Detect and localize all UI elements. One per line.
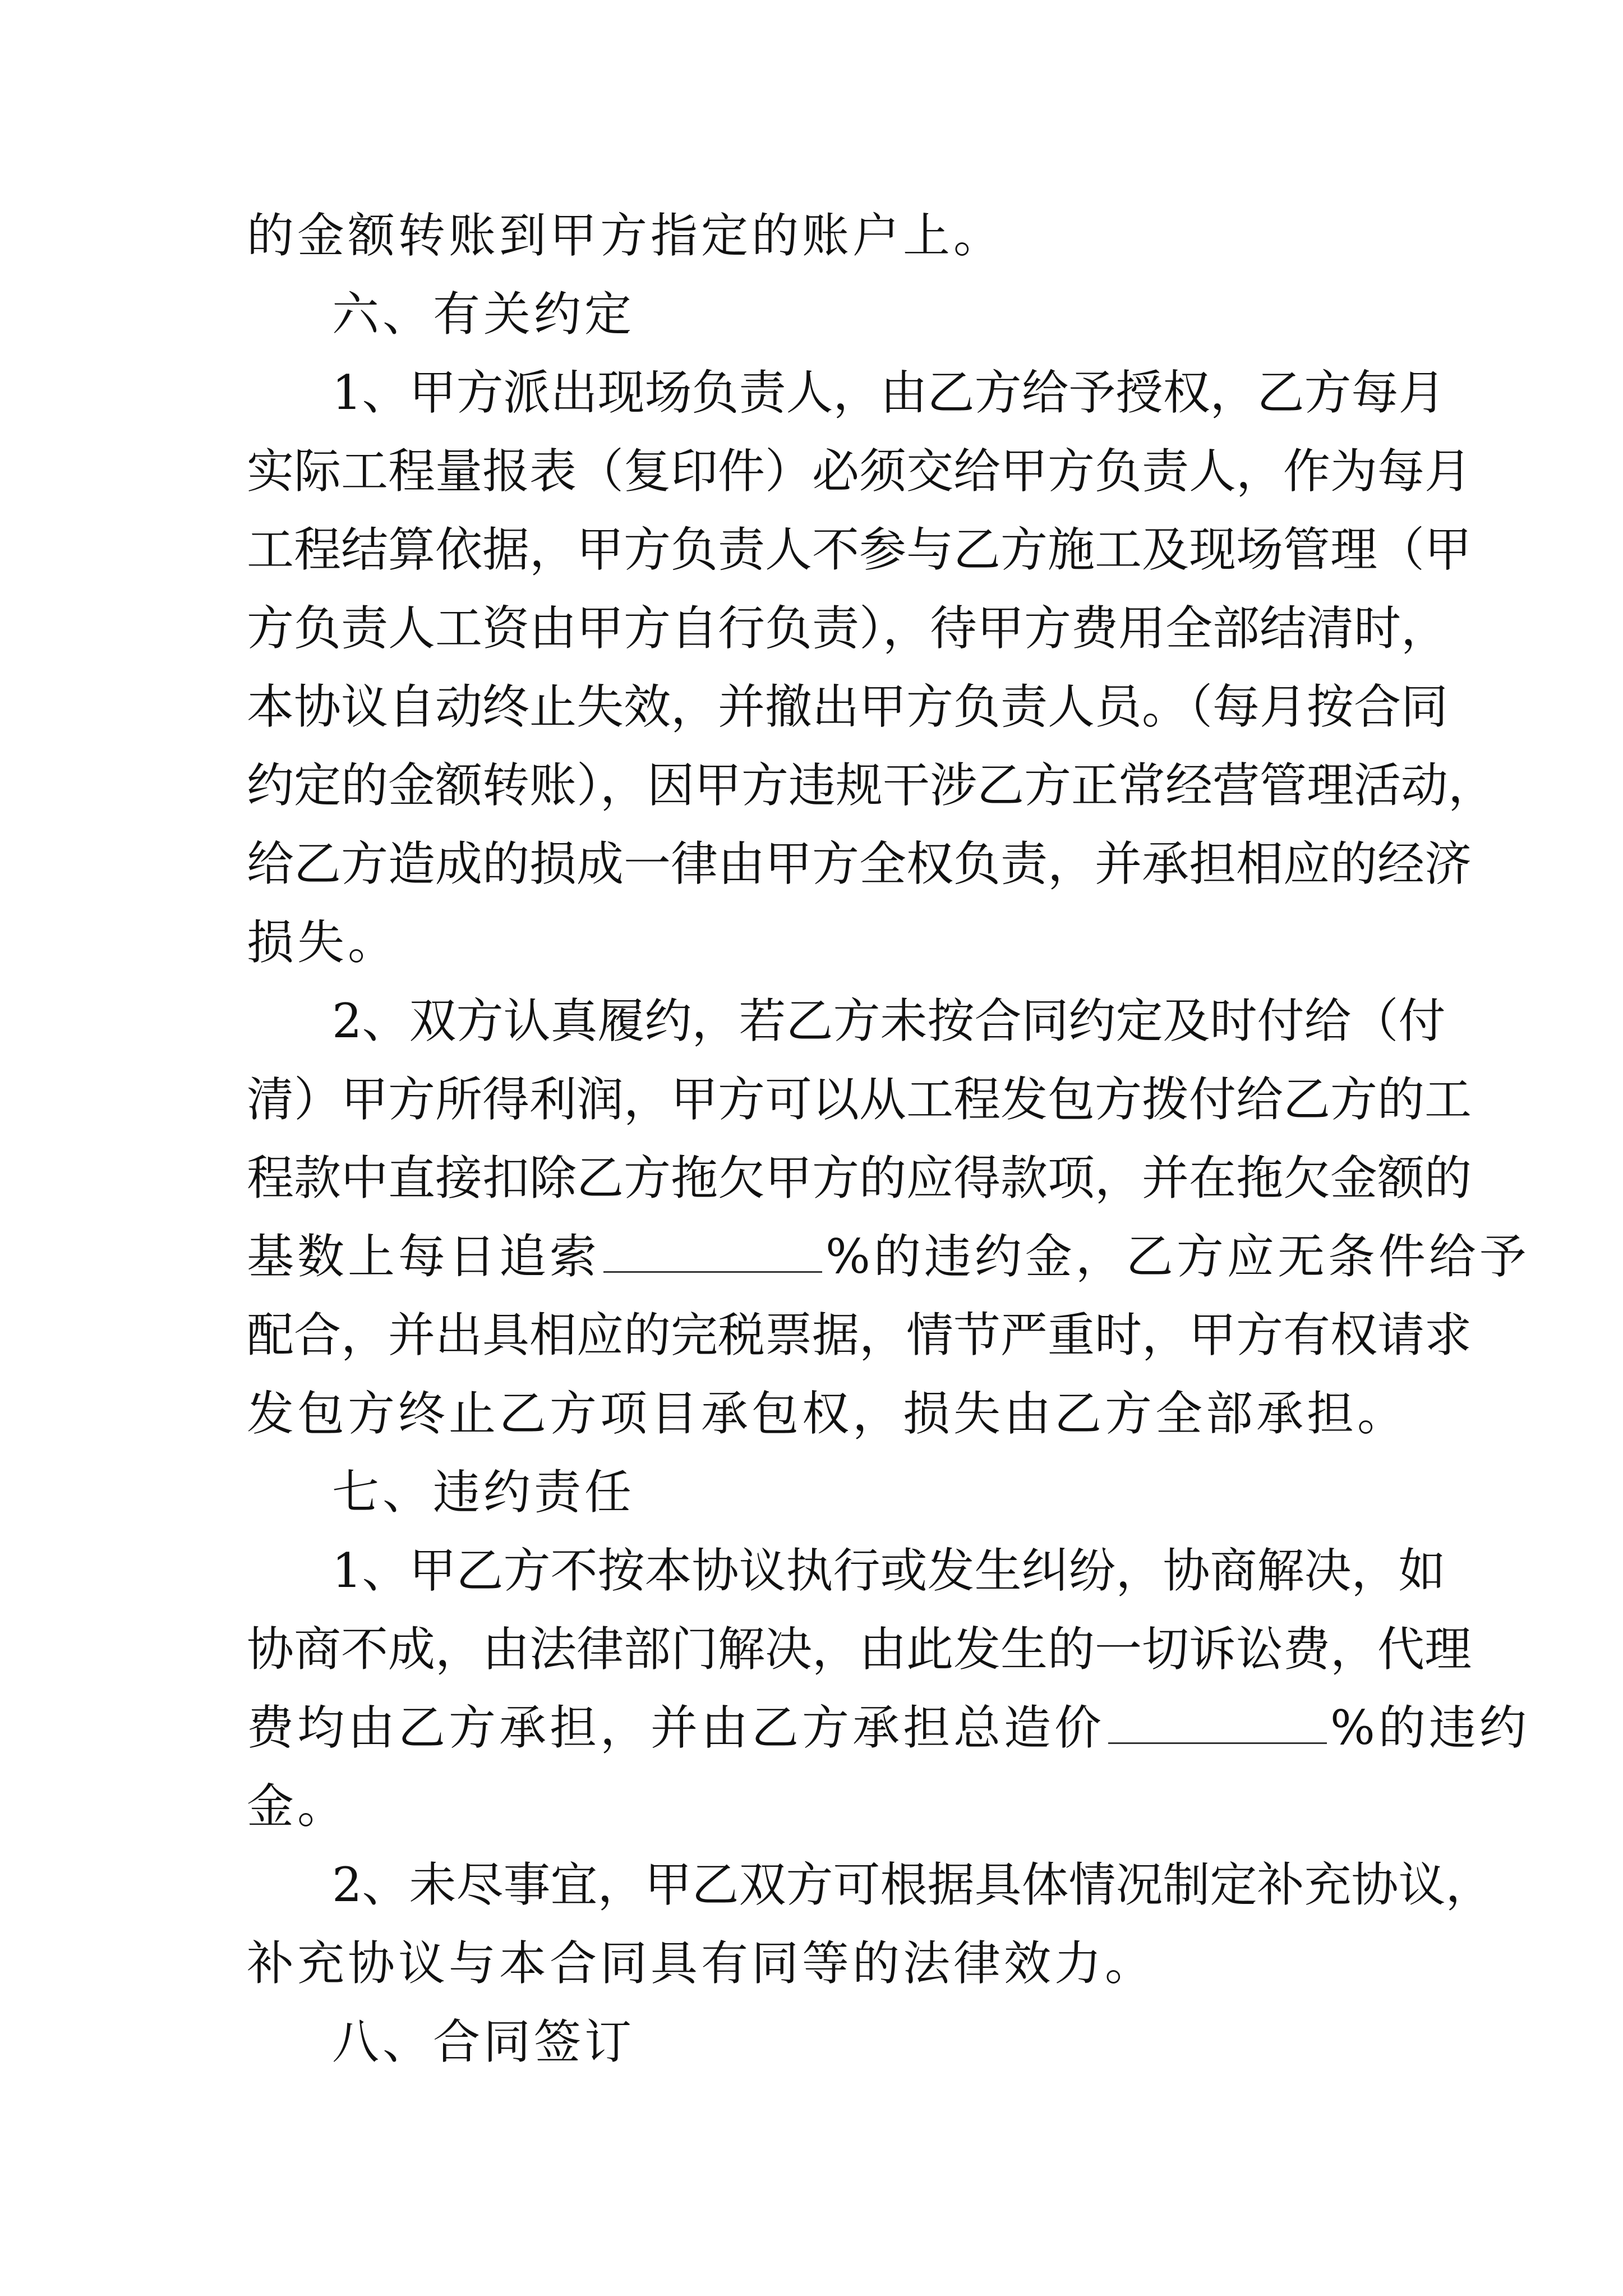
intro-line: 的金额转账到甲方指定的账户上。	[247, 208, 1004, 263]
section-6-heading: 六、有关约定	[332, 287, 635, 342]
section-6-item-1-line-5: 本协议自动终止失效，并撤出甲方负责人员。（每月按合同	[247, 679, 1449, 734]
section-6-item-1-line-8: 损失。	[247, 915, 399, 970]
section-7-item-1-line-3	[247, 1688, 1530, 1767]
section-6-item-2-line-1: 2、双方认真履约，若乙方未按合同约定及时付给（付	[332, 993, 1446, 1048]
section-7-item-1-line-4: 金。	[247, 1779, 348, 1834]
section-6-item-2-line-2: 清）甲方所得利润，甲方可以从工程发包方拨付给乙方的工	[247, 1072, 1472, 1127]
section-7-item-1-line-3-after: %的违约	[1330, 1700, 1530, 1755]
section-6-item-1-line-7: 给乙方造成的损成一律由甲方全权负责，并承担相应的经济	[247, 836, 1472, 891]
section-7-heading: 七、违约责任	[332, 1465, 635, 1520]
section-7-item-1-line-3-before: 费均由乙方承担，并由乙方承担总造价	[247, 1700, 1105, 1755]
penalty-rate-blank[interactable]	[603, 1232, 822, 1273]
section-7-item-1-line-1: 1、甲乙方不按本协议执行或发生纠纷，协商解决，如	[332, 1543, 1446, 1598]
section-7-item-2-line-2: 补充协议与本合同具有同等的法律效力。	[247, 1936, 1156, 1991]
section-6-item-2-line-5: 配合，并出具相应的完税票据，情节严重时，甲方有权请求	[247, 1308, 1472, 1363]
section-6-item-2-line-3: 程款中直接扣除乙方拖欠甲方的应得款项，并在拖欠金额的	[247, 1151, 1472, 1205]
section-6-item-2-line-4-before: 基数上每日追索	[247, 1229, 601, 1284]
section-6-item-1-line-4: 方负责人工资由甲方自行负责），待甲方费用全部结清时，	[247, 601, 1449, 656]
total-cost-penalty-blank[interactable]	[1108, 1703, 1327, 1744]
section-6-item-2-line-6: 发包方终止乙方项目承包权，损失由乙方全部承担。	[247, 1386, 1408, 1441]
section-7-item-1-line-2: 协商不成，由法律部门解决，由此发生的一切诉讼费，代理	[247, 1622, 1472, 1677]
section-6-item-2-line-4	[247, 1217, 1530, 1296]
section-6-item-2-line-4-after: %的违约金，乙方应无条件给予	[826, 1229, 1530, 1284]
section-7-item-2-line-1: 2、未尽事宜，甲乙双方可根据具体情况制定补充协议，	[332, 1857, 1493, 1912]
section-6-item-1-line-2: 实际工程量报表（复印件）必须交给甲方负责人，作为每月	[247, 444, 1472, 499]
section-6-item-1-line-6: 约定的金额转账），因甲方违规干涉乙方正常经营管理活动，	[247, 758, 1496, 813]
section-6-item-1-line-3: 工程结算依据，甲方负责人不参与乙方施工及现场管理（甲	[247, 522, 1472, 577]
section-6-item-1-line-1: 1、甲方派出现场负责人，由乙方给予授权，乙方每月	[332, 365, 1446, 420]
section-8-heading: 八、合同签订	[332, 2014, 635, 2069]
